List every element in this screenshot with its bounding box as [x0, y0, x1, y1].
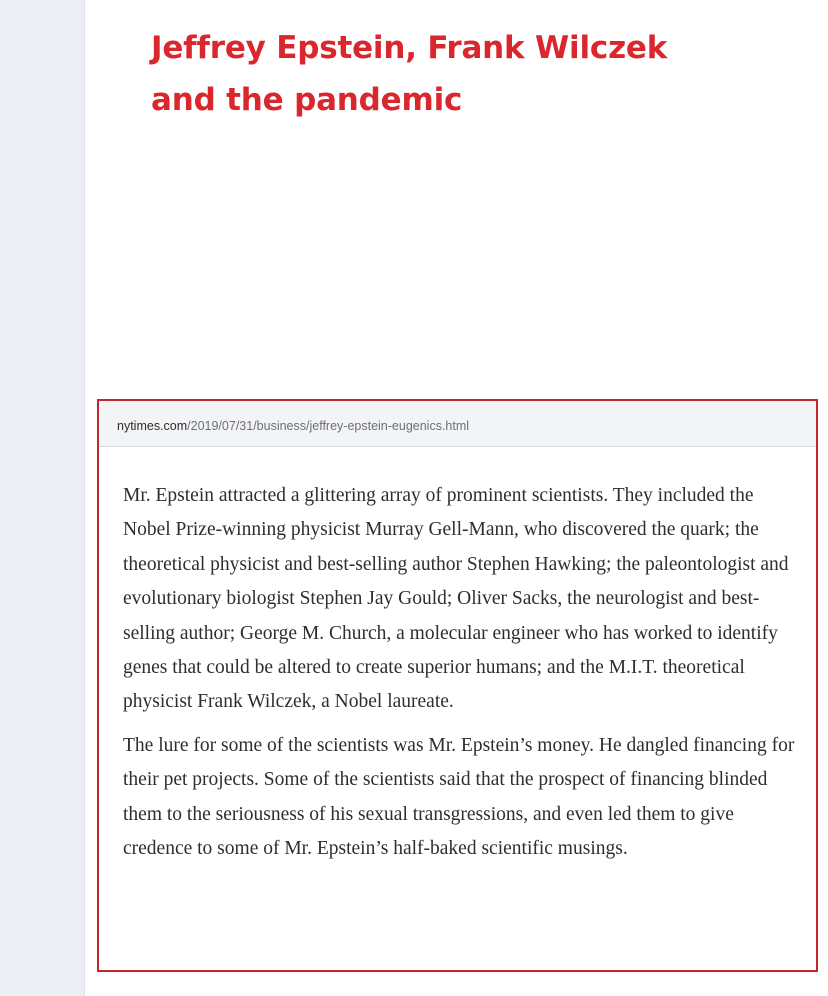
article-paragraph-1: Mr. Epstein attracted a glittering array of prominent scientists. They included the Nobel Prize-winning physicist Murray Gell-Mann, who discovered the quark; the theoretical physicist and best-selling author Stephen Hawking; the paleontologist and evolutionary biologist Stephen Jay Gould; Oliver Sacks, the neurologist and best-selling author; George M. Church, a molecular engineer who has worked to identify genes that could be altered to create superior humans; and the M.I.T. theoretical physicist Frank Wilczek, a Nobel laureate.: [123, 485, 789, 713]
article-clipping: [97, 399, 818, 972]
article-paragraph-2: The lure for some of the scientists was Mr. Epstein’s money. He dangled financing for their pet projects. Some of the scientists said that the prospect of financing blinded them to the seriousness of his sexual transgressions, and even led them to give credence to some of Mr. Epstein’s half-baked scientific musings.: [123, 734, 795, 860]
address-bar: [99, 401, 816, 447]
article-url[interactable]: [117, 418, 469, 434]
title-line-1: Jeffrey Epstein, Frank Wilczek: [151, 30, 668, 66]
left-margin: [0, 0, 85, 996]
article-body: [123, 479, 803, 875]
url-path: /2019/07/31/business/jeffrey-epstein-eugenics.html: [187, 419, 470, 433]
title-line-2: and the pandemic: [151, 82, 463, 118]
url-domain: nytimes.com: [117, 419, 188, 433]
page-title: [151, 22, 751, 126]
